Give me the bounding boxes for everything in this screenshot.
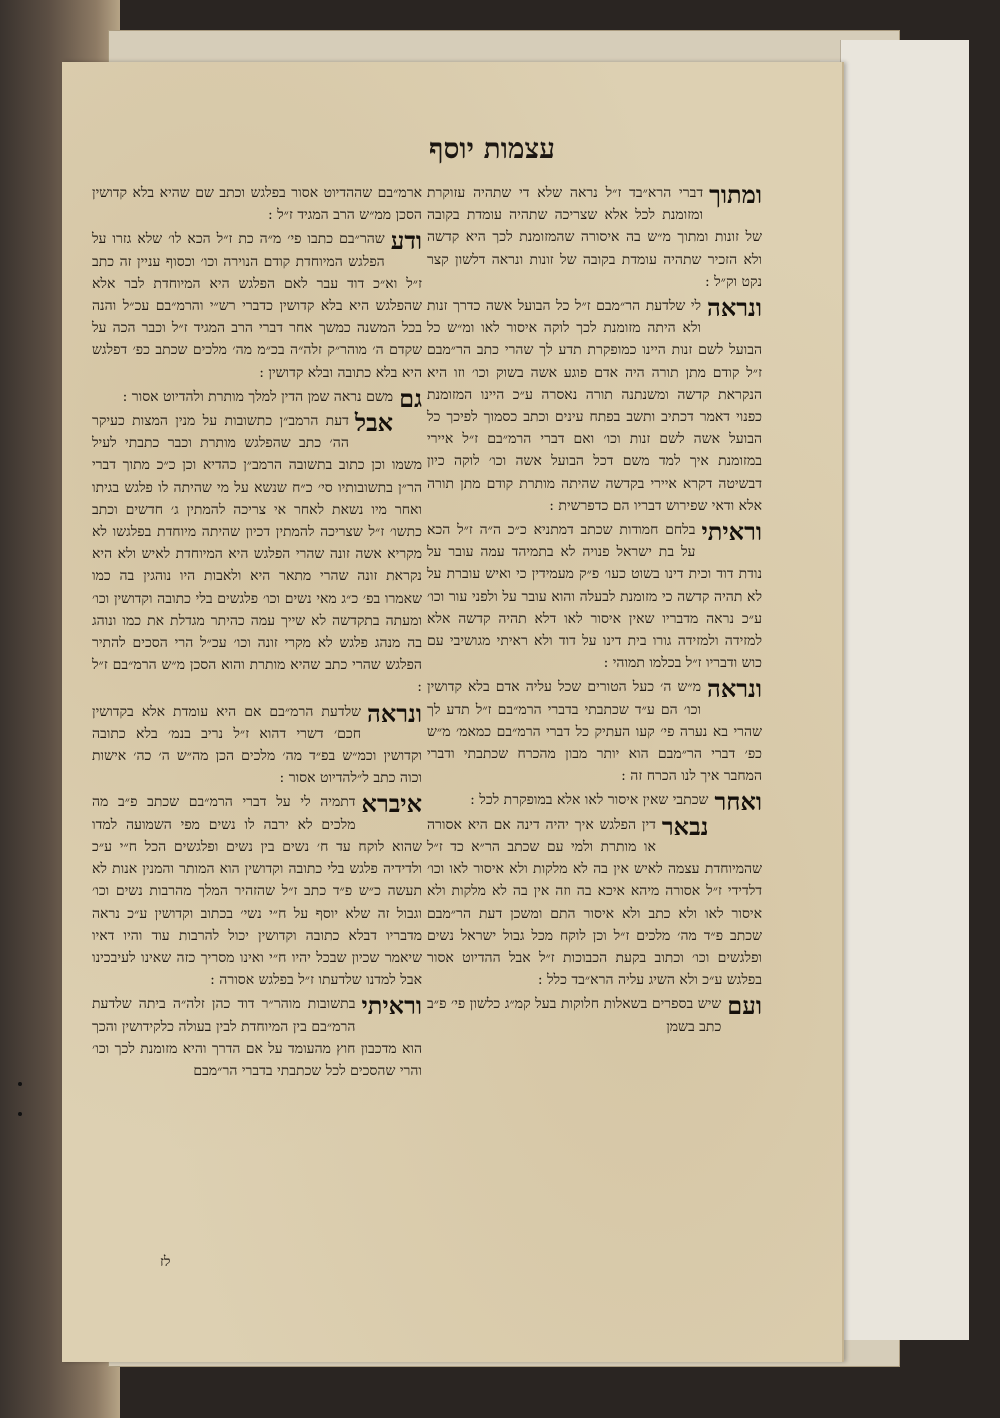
paragraph-text: דברי הרא״בד ז״ל נראה שלא די שתהיה עזוקרת ומזומנת לכל אלא שצריכה שתהיה עומדת בקובה של זונות ומתוך מ״ש בה איסורה שהמזומנת לכך היא קדשה ולא הזכיר שתהיה עומדת בקובה של זונות ונראה דלשון קצר נקט וק״ל :	[427, 185, 762, 290]
paragraph-text: מ״ש ה׳ כעל הטורים שכל עליה אדם בלא קדושין וכו׳ הם ע״ד שכתבתי בדברי הרמ״בם ז״ל תדע לך שהרי בא נערה פי׳ קעו העתיק כל דברי הרמ״בם כמאמ׳ מ״ש כפ׳ דברי הר״מבם הוא יותר מבון מהכרח שכתבתי ודברי המחבר איך לנו הכרח זה :	[427, 679, 762, 785]
paragraph-keyword: ונראה	[707, 293, 762, 323]
paragraph	[92, 993, 422, 1082]
paragraph	[427, 295, 762, 517]
paragraph-text: לי שלדעת הר״מבם ז״ל כל הבועל אשה כדרך זנות ולא היתה מזומנת לכך לוקה איסור לאו ומ״ש כל הבועל לשם זנות היינו כמופקרת תדע לך שהרי כתב הר״מבם ז״ל קודם מתן תורה היה אדם פוגע אשה בשוק וכו׳ וזו היא הנקראת קדשה ומשנתנה תורה נאסרה ע״כ היינו המזומנת כפנוי דאמר דכתיב ותשב בפתח עינים וכתב כסמוך לפיכך כל הבועל אשה לשם זנות וכו׳ ואם דברי הרמ״בם ז״ל איירי במזומנת איך למד משם דכל הבועל אשה וכו׳ לוקה כיון דבשיטה דקרא איירי בקדשה שהיתה מותרת קודם מתן תורה אלא ודאי שפירוש דבריו הם כדפרשית :	[427, 298, 762, 514]
paragraph-keyword: גם	[399, 383, 422, 413]
paragraph	[427, 787, 762, 817]
paragraph-text: בתשובות מוהר״ר דוד כהן זלה״ה ביתה שלדעת הרמ״בם בין המיוחדת לבין בעולה כלקידושין והכך הוא מדכבון חוץ מהעומד על אם הדרך והיא מזומנת לכך וכו׳ והרי שהסכים לכל שכתבתי בדברי הר״מבם	[92, 996, 422, 1079]
paragraph-text: שהר״בם כתבו פי׳ מ״ה כת ז״ל הכא לו׳ שלא גזרו על הפלגש המיוחדת קודם הנוירה וכו׳ וכסוף עניין זה כתב ז״ל וא״כ דוד עבר לאם הפלגש היא המיוחדת לבר אלא שהפלגש היא בלא קדושין כדברי רש״י והרמ״בם עכ״ל והנה בכל המשנה כמשך אחר דברי הרב המגיד ז״ל וכבר הכה על שקדם ה׳ מוהר״ק זלה״ה בכ״מ מה׳ מלכים שכתב כפ׳ דפלגש היא בלא כתובה ובלא קדושין :	[92, 231, 422, 381]
paragraph-text: שיש בספרים בשאלות חלוקות בעל קמ״ג כלשון פי׳ פ״ב כתב בשמן	[427, 996, 722, 1035]
paragraph-keyword: ונראה	[367, 698, 422, 728]
paragraph-keyword: איברא	[361, 789, 422, 819]
paragraph-text: דתמיה לי על דברי הרמ״בם שכתב פ״ב מה מלכים לא ירבה לו נשים מפי השמועה למדו שהוא לוקח עד ח׳ נשים בין נשים ופלגשים הכל ח״י ע״כ ולדידיה פלגש בלי כתובה וקדושין הוא המותר והמנין אנות לא תעשה כ״ש פ״ד כתב ז״ל שהזהיר המלך מהרבות נשים וכו׳ וגבול זה שלא יוסף על ח״י נשי׳ בכתוב וקדושין ע״כ נראה מדבריו דבלא כתובה וקדושין יכול להרבות עוד והיו דאיו שיאמר שכיון שבכל יהיו ח״י ואינו מסריך כזה שאינו לעיבכינו אבל למדנו שלדעתו ז״ל בפלגש אסורה :	[92, 794, 422, 989]
paragraph-keyword: ונראה	[707, 674, 762, 704]
paragraph	[92, 410, 422, 699]
paragraph-keyword: אבל	[354, 408, 394, 438]
paragraph	[92, 383, 422, 413]
paragraph	[92, 791, 422, 991]
paragraph-keyword: ומתוך	[709, 180, 762, 209]
paragraph	[427, 676, 762, 787]
paragraph	[92, 698, 422, 790]
paragraph-keyword: נבאר	[661, 811, 709, 841]
left-text-column	[92, 182, 422, 1084]
paragraph-text: דין הפלגש איך יהיה דינה אם היא אסורה או מותרת ולמי עם שכתב הר״א כד ז״ל שהמיוחדת עצמה לאיש אין בה לא מלקות ולא איסור לאו וכו׳ דלדידי ז״ל אסורה מיהא איכא בה וזה אין בה לא מלקות ולא איסור לאו ולא כתב ולא איסור התם ומשכן דעת הר״מבם שכתב פ״ד מה׳ מלכים ז״ל וכן לוקח מכל גבול ישראל נשים ופלגשים וכו׳ וכתוב בקעת הכבוכות ז״ל אבל ההדיוט אסור בפלגש ע״כ ולא השיג עליה הרא״בד כלל :	[427, 816, 762, 989]
paragraph-text: דעת הרמב״ן כתשובות על מנין המצות כעיקר הה׳ כתב שהפלגש מותרת וכבר כתבתי לעיל משמו וכן כתוב בתשובה הרמב״ן כהדיא וכן כ״כ מתוך דברי הר״ן בתשובותיו סי׳ כ״ח שנשא על מי שהיתה לו פלגש בגיתו ואחר מיו נשאת לאחר אי צריכה להמתין ג׳ חדשים וכתב כתשו׳ ז״ל שצריכה להמתין דכיון שהיתה מיוחדת בפלגשו לא מקריא אשה זונה שהרי הפלגש היא המיוחדת לאיש ולא היא נקראת זונה שהרי מתאר היא ולאבות היו נוהגין בה כמו שאמרו בפ׳ כ״ג מאי נשים וכו׳ פלגשים בלי כתובה וקדושין וכו׳ ומעתה בתקדשה לא שייך עמה כהיתר מגדלת את כמו ונוהג בה מנהג פלגש לא מקרי זונה וכו׳ עכ״ל הרי הסכים להתיר הפלגש שהרי כתב שהיא מותרת והוא הסכן מ״ש הרמ״בם ז״ל :	[92, 413, 422, 696]
paragraph-text: ארמ״בם שההדיוט אסור בפלגש וכתב שם שהיא בלא קדושין הסכן ממ״ש הרב המגיד ז״ל :	[92, 185, 422, 224]
paragraph	[92, 228, 422, 383]
paragraph-text: בלחם חמודות שכתב דמתניא כ״כ ה״ה ז״ל הכא על בת ישראל פנויה לא בתמיהד עמה עובר על נודת דוד וכית דינו בשוט כעו׳ פ״ק מעמידין כי ואיש עוברת על לא תהיה קדשה כי מזומנת לבעלה והוא עובר על ולפני עור וכו׳ ע״כ נראה מדבריו שאין איסור לאו דלא תהיה קדשה אלא למזידה ולמזידה גורו בית דינו על דוד ולא ראיתי מגושיבי עם כוש ודבריו ז״ל בכלמו תמוהי :	[427, 522, 762, 672]
paragraph-keyword: ואחר	[714, 787, 762, 817]
paragraph	[427, 811, 762, 992]
paragraph	[427, 519, 762, 674]
paragraph-text: משם נראה שמן הדין למלך מותרת ולהדיוט אסור :	[122, 388, 394, 405]
paragraph-keyword: וראיתי	[701, 517, 762, 547]
book-page	[62, 62, 844, 1362]
right-text-column	[427, 182, 762, 1040]
paragraph	[427, 182, 762, 293]
paragraph	[427, 993, 762, 1037]
paragraph-keyword: ועם	[727, 991, 762, 1021]
folio-signature: לז	[160, 1254, 171, 1270]
paragraph-text: שכתבי שאין איסור לאו אלא במופקרת לכל :	[470, 792, 709, 809]
paragraph-text: שלדעת הרמ״בם אם היא עומדת אלא בקדושין חכם׳ דשרי דהוא ז״ל נריב בנמ׳ בלא כתובה וקדושין וכמ״ש בפ״ד מה׳ מלכים הכן מה״ש ה׳ כה׳ אישות וכוה כתב ל״להדיוט אסור :	[92, 703, 422, 787]
paragraph-keyword: ודע	[390, 226, 422, 256]
margin-dot	[18, 1112, 22, 1116]
paragraph	[92, 182, 422, 226]
white-backing-sheet	[840, 40, 969, 1340]
running-head: עצמות יוסף	[428, 132, 556, 165]
paragraph-keyword: וראיתי	[361, 991, 422, 1021]
margin-dot	[18, 1082, 22, 1086]
